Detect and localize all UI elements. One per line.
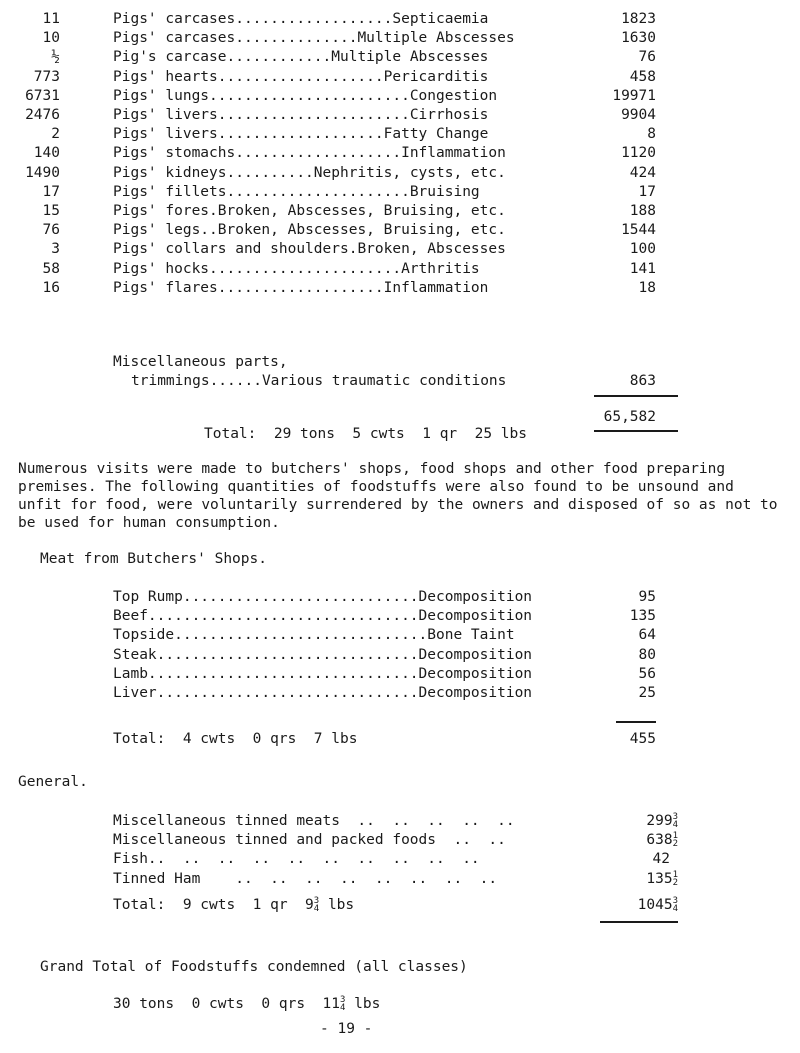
pig-row-description: Pigs' lungs.......................Congestion (113, 87, 498, 104)
pig-row-count: ½ (51, 49, 60, 66)
page-number: - 19 - (320, 1021, 373, 1037)
meat-row-description: Steak..............................Decomposition (113, 646, 533, 663)
meat-total-rule (616, 721, 656, 723)
pig-row-count: 76 (42, 222, 60, 239)
general-row-weight: 299 3 4 (646, 812, 678, 830)
grand-total-line: 30 tons 0 cwts 0 qrs 11 3 4 lbs (113, 995, 381, 1013)
pig-row-weight: 188 (629, 203, 656, 219)
pig-row-weight: 76 (638, 49, 656, 66)
pig-row-count: 2 (51, 126, 60, 143)
pig-row-weight: 1120 (621, 145, 656, 162)
pig-row-count: 16 (42, 279, 60, 296)
pig-row-count: 58 (42, 260, 60, 277)
misc-line-2: trimmings......Various traumatic conditions (131, 373, 507, 389)
general-heading: General. (18, 774, 88, 790)
meat-row-weight: 80 (638, 646, 656, 663)
pig-row-description: Pigs' carcases..............Multiple Abscesses (113, 30, 515, 47)
pig-row-weight: 8 (647, 126, 656, 143)
intro-paragraph: Numerous visits were made to butchers' shops, food shops and other food preparing premises. The following quantities of foodstuffs were also found to be unsound and unfit for food, were voluntarily surrendered by the owners and disposed of so as not to be used for human consumption. (18, 461, 778, 531)
pig-row-count: 11 (42, 11, 60, 27)
general-row-weight: 638 1 2 (646, 831, 678, 850)
pig-sum-rule (594, 395, 678, 397)
meat-row-weight: 95 (638, 589, 656, 605)
pig-row-weight: 1544 (621, 222, 656, 239)
pig-row-description: Pigs' livers...................Fatty Change (113, 126, 489, 143)
meat-row-description: Lamb...............................Decomposition (113, 665, 533, 682)
pig-row-weight: 458 (629, 68, 656, 85)
pig-row-weight: 9904 (621, 107, 656, 123)
meat-row-description: Liver..............................Decomposition (113, 685, 533, 701)
pig-row-count: 10 (42, 30, 60, 47)
misc-line-1: Miscellaneous parts, (113, 354, 288, 370)
meat-row-weight: 25 (638, 685, 656, 701)
pig-row-description: Pigs' collars and shoulders.Broken, Abscesses (113, 241, 506, 258)
meat-row-weight: 64 (638, 627, 656, 644)
pig-row-description: Pigs' fores.Broken, Abscesses, Bruising, etc. (113, 203, 506, 219)
pig-row-description: Pigs' flares...................Inflammation (113, 279, 489, 296)
general-total: 1045 3 4 (637, 896, 678, 914)
pig-row-description: Pigs' hearts...................Pericarditis (113, 68, 489, 85)
pig-row-count: 140 (33, 145, 60, 162)
misc-weight: 863 (629, 373, 656, 389)
pig-row-weight: 18 (638, 279, 656, 296)
pig-row-description: Pigs' stomachs...................Inflammation (113, 145, 506, 162)
pig-row-description: Pigs' fillets.....................Bruising (113, 183, 480, 200)
meat-row-description: Beef...............................Decomposition (113, 608, 533, 625)
pig-sum: 65,582 (603, 409, 656, 425)
grand-total-heading: Grand Total of Foodstuffs condemned (all classes) (40, 959, 468, 975)
general-total-label: Total: 9 cwts 1 qr 9 3 4 lbs (113, 896, 355, 914)
pig-row-weight: 1630 (621, 30, 656, 47)
general-row-description: Tinned Ham .. .. .. .. .. .. .. .. (113, 870, 498, 887)
pig-row-count: 6731 (25, 87, 60, 104)
general-row-weight: 42 (652, 851, 670, 868)
pig-row-count: 2476 (25, 107, 60, 123)
pig-row-description: Pigs' hocks......................Arthritis (113, 260, 480, 277)
pig-row-description: Pigs' legs..Broken, Abscesses, Bruising, etc. (113, 222, 506, 239)
pig-row-count: 17 (42, 183, 60, 200)
meat-row-description: Topside.............................Bone Taint (113, 627, 515, 644)
meat-total-label: Total: 4 cwts 0 qrs 7 lbs (113, 731, 358, 747)
pig-row-count: 15 (42, 203, 60, 219)
general-row-description: Miscellaneous tinned and packed foods .. .. (113, 832, 506, 849)
pig-row-count: 773 (33, 68, 60, 85)
general-row-description: Fish.. .. .. .. .. .. .. .. .. .. (113, 851, 480, 868)
pig-row-count: 1490 (25, 164, 60, 181)
pig-total-label: Total: 29 tons 5 cwts 1 qr 25 lbs (204, 426, 528, 442)
pig-row-description: Pigs' livers......................Cirrhosis (113, 107, 489, 123)
meat-row-weight: 56 (638, 665, 656, 682)
pig-row-count: 3 (51, 241, 60, 258)
pig-row-description: Pigs' kidneys..........Nephritis, cysts, etc. (113, 164, 506, 181)
meat-row-description: Top Rump...........................Decomposition (113, 589, 533, 605)
pig-row-weight: 100 (629, 241, 656, 258)
general-row-weight: 135 1 2 (646, 869, 678, 888)
general-total-rule (600, 921, 678, 923)
pig-row-weight: 1823 (621, 11, 656, 27)
meat-row-weight: 135 (629, 608, 656, 625)
meat-total: 455 (629, 731, 656, 747)
pig-row-weight: 17 (638, 183, 656, 200)
pig-sum-rule-bottom (594, 430, 678, 432)
meat-heading: Meat from Butchers' Shops. (40, 551, 267, 567)
general-row-description: Miscellaneous tinned meats .. .. .. .. .. (113, 813, 515, 829)
pig-row-weight: 424 (629, 164, 656, 181)
pig-row-weight: 19971 (612, 87, 656, 104)
pig-row-description: Pig's carcase............Multiple Abscesses (113, 49, 489, 66)
pig-row-weight: 141 (629, 260, 656, 277)
pig-row-description: Pigs' carcases..................Septicaemia (113, 11, 489, 27)
